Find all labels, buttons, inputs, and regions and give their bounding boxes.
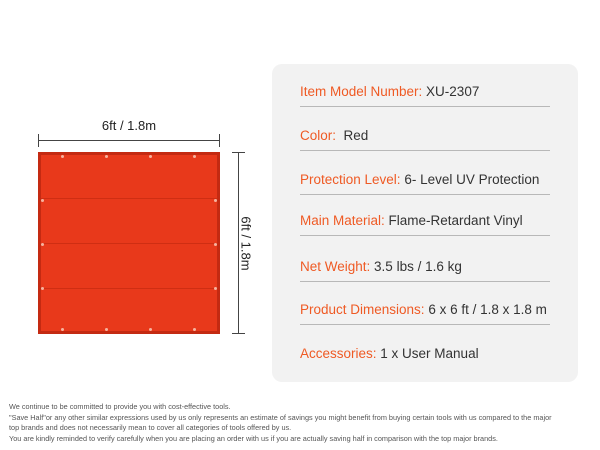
spec-row-accessories xyxy=(300,337,550,369)
spec-value: Red xyxy=(336,128,369,143)
spec-row-model xyxy=(300,75,550,107)
height-dimension-label: 6ft / 1.8m xyxy=(238,216,254,271)
spec-label: Protection Level: xyxy=(300,172,401,187)
spec-row-protection xyxy=(300,163,550,195)
spec-label: Product Dimensions: xyxy=(300,302,425,317)
spec-value: Flame-Retardant Vinyl xyxy=(384,213,523,228)
spec-row-weight xyxy=(300,250,550,282)
disclaimer-line: "Save Half"or any other similar expressions used by us only represents an estimate of savings you might benefit from buying certain tools with us compared to the major xyxy=(9,412,552,422)
spec-value: 3.5 lbs / 1.6 kg xyxy=(370,259,462,274)
width-dimension-label: 6ft / 1.8m xyxy=(101,118,157,133)
spec-row-material xyxy=(300,204,550,236)
spec-value: 6- Level UV Protection xyxy=(400,172,540,187)
disclaimer-line: You are kindly reminded to verify carefully when you are placing an order with us if you are actually saving half in comparison with the top major brands. xyxy=(9,433,498,443)
disclaimer-line: We continue to be committed to provide you with cost-effective tools. xyxy=(9,402,231,411)
spec-card xyxy=(272,64,578,382)
spec-label: Accessories: xyxy=(300,346,377,361)
spec-label: Main Material: xyxy=(300,213,385,228)
disclaimer xyxy=(9,402,595,444)
spec-label: Item Model Number: xyxy=(300,84,423,99)
spec-label: Color: xyxy=(300,128,337,143)
spec-label: Net Weight: xyxy=(300,259,371,274)
width-dimension-line xyxy=(38,133,220,145)
welding-curtain-image xyxy=(38,152,220,334)
spec-value: 6 x 6 ft / 1.8 x 1.8 m xyxy=(424,302,547,317)
spec-row-color xyxy=(300,119,550,151)
spec-value: XU-2307 xyxy=(422,84,480,99)
spec-row-dimensions xyxy=(300,293,550,325)
spec-value: 1 x User Manual xyxy=(376,346,479,361)
disclaimer-line: top brands and does not necessarily mean to cover all categories of tools offered by us. xyxy=(9,423,292,432)
